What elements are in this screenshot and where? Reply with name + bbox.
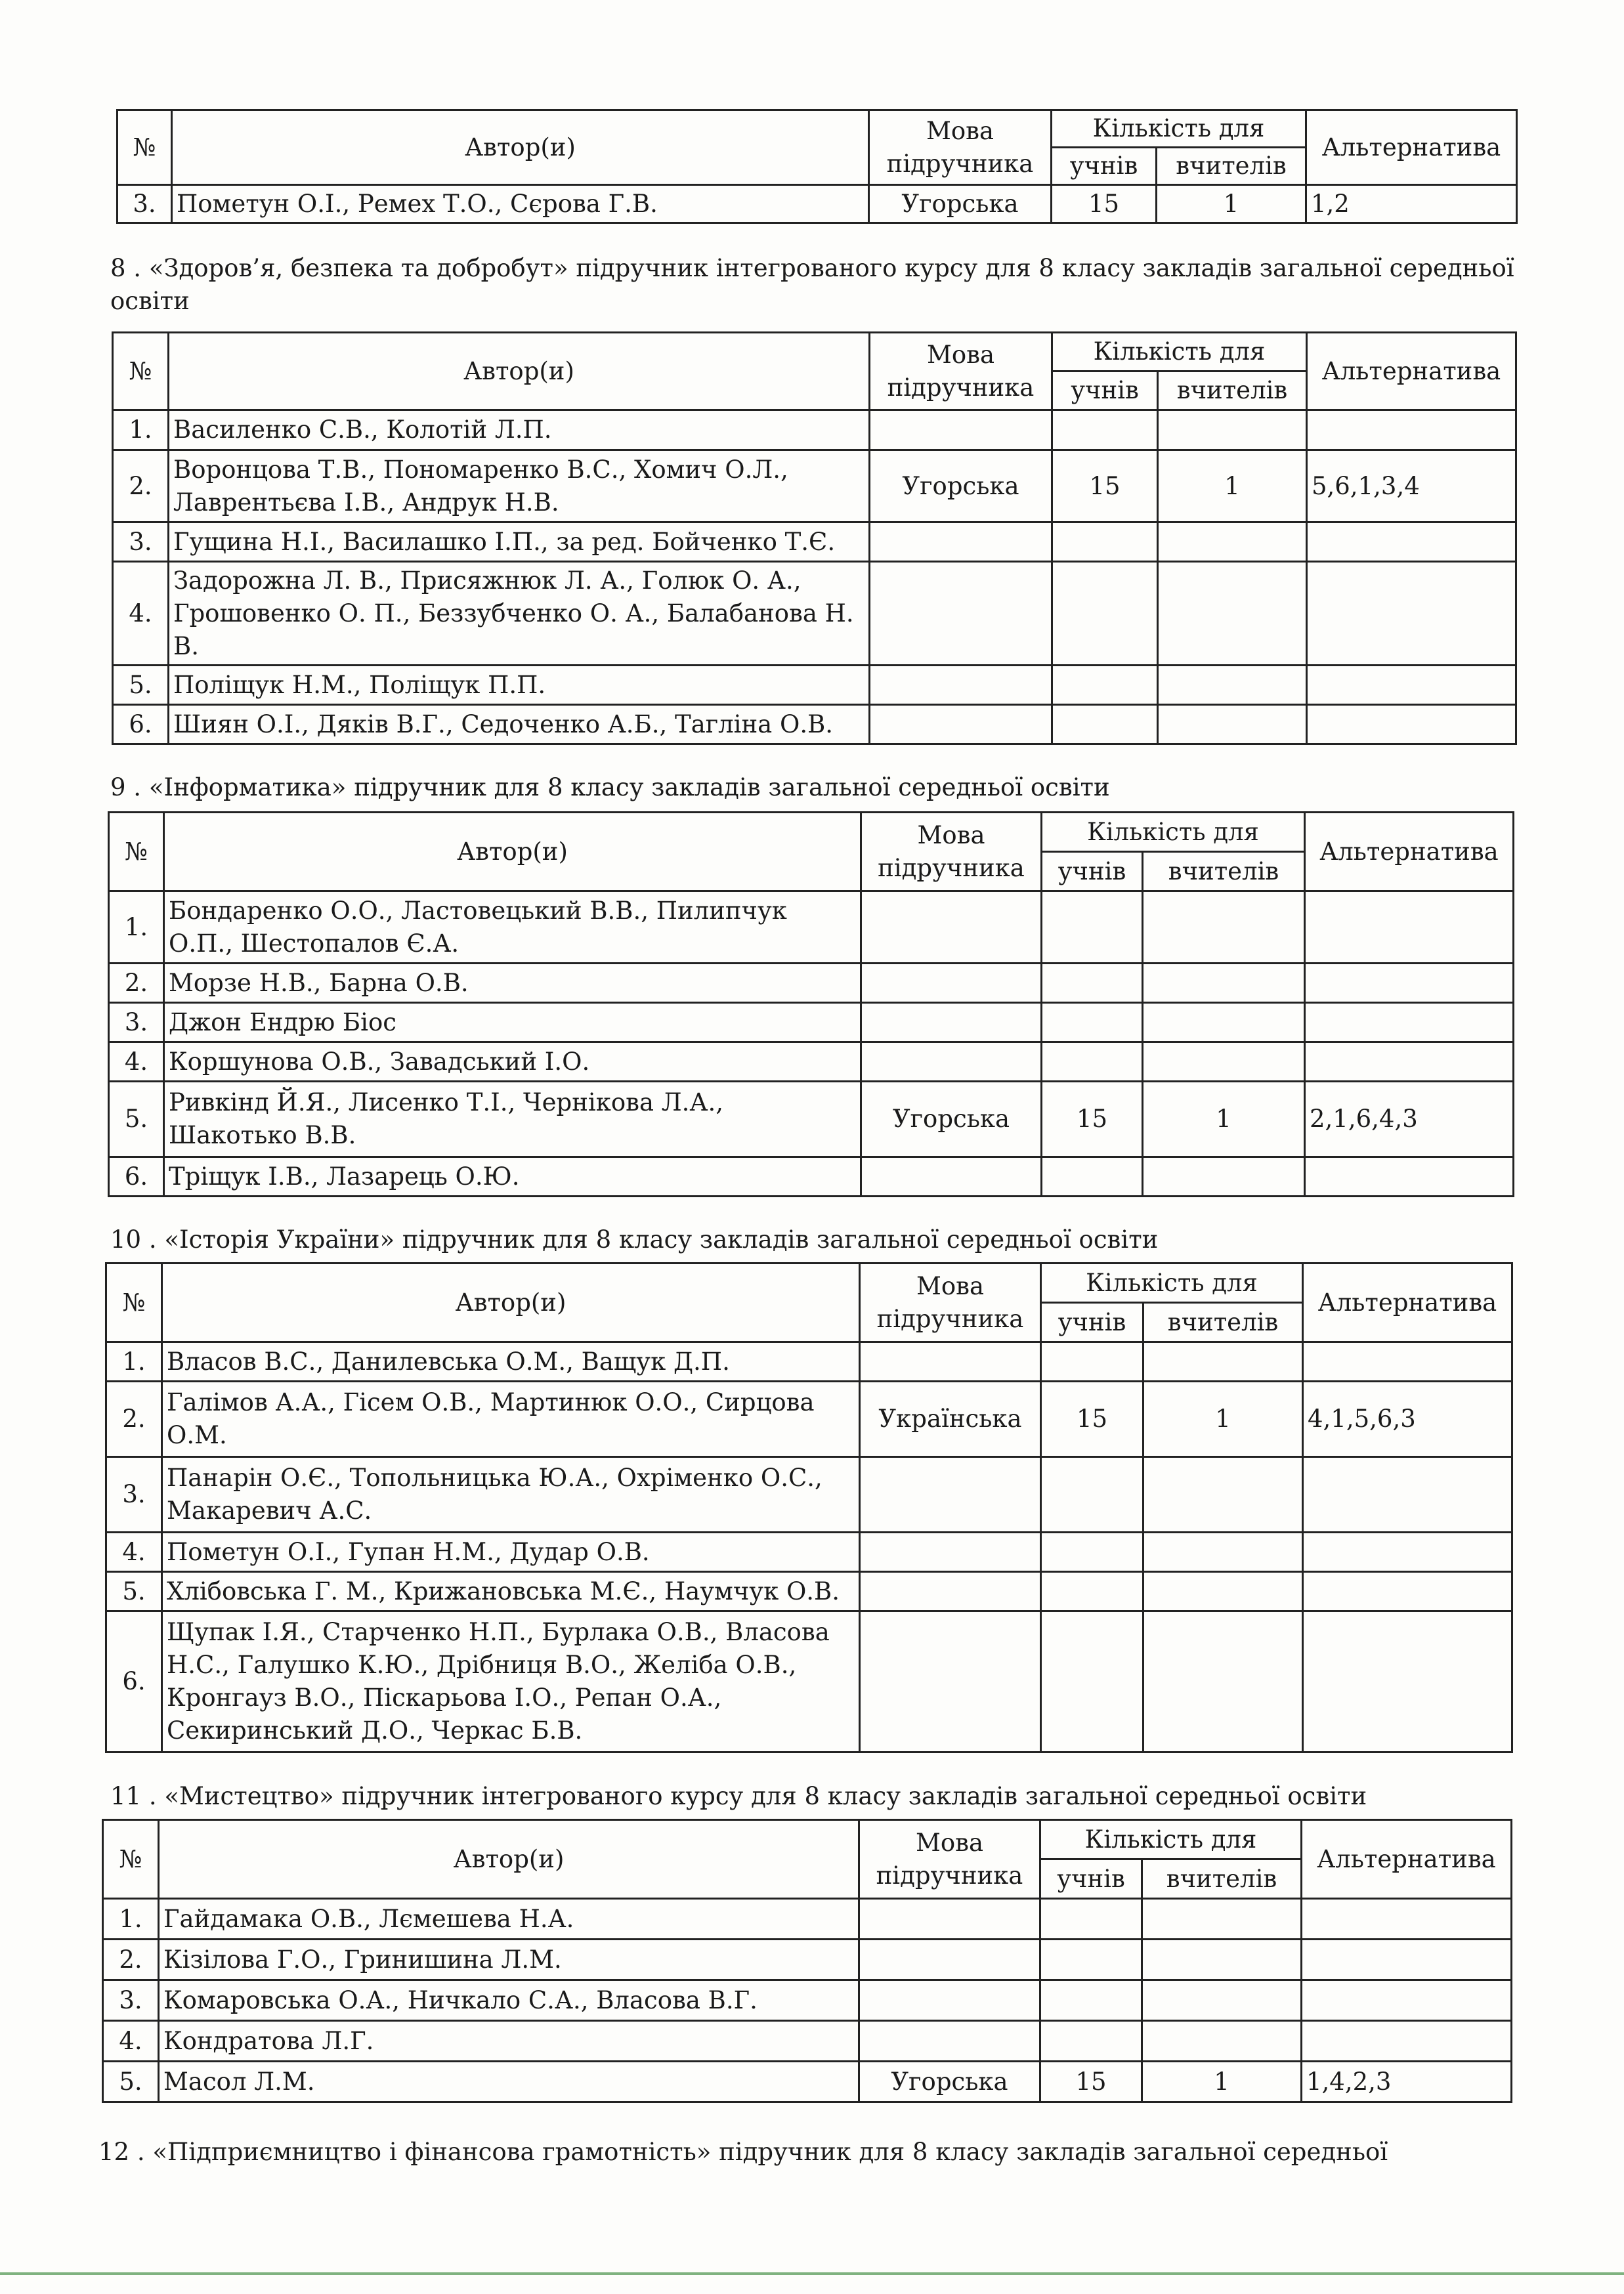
row-teachers — [1142, 1899, 1302, 1940]
row-teachers — [1143, 891, 1305, 964]
row-teachers — [1158, 705, 1307, 744]
row-students — [1042, 964, 1143, 1003]
row-language — [861, 1157, 1042, 1197]
row-alternative — [1303, 1533, 1512, 1572]
row-number: 3. — [118, 185, 172, 223]
row-authors: Галімов А.А., Гісем О.В., Мартинюк О.О., Сирцова О.М. — [162, 1382, 860, 1457]
row-number: 5. — [106, 1572, 162, 1611]
table-row — [113, 562, 1516, 666]
row-language — [870, 522, 1052, 562]
row-language: Українська — [860, 1382, 1041, 1457]
table-row — [109, 1042, 1514, 1082]
header-teachers: вчителів — [1142, 1859, 1302, 1899]
header-num: № — [118, 110, 172, 185]
row-authors: Морзе Н.В., Барна О.В. — [164, 964, 861, 1003]
row-students — [1041, 1342, 1143, 1382]
textbook-table-11 — [102, 1819, 1512, 2103]
table-row — [106, 1382, 1512, 1457]
row-authors: Воронцова Т.В., Пономаренко В.С., Хомич О.Л., Лаврентьєва І.В., Андрук Н.В. — [169, 450, 870, 522]
header-authors: Автор(и) — [169, 333, 870, 410]
row-authors: Бондаренко О.О., Ластовецький В.В., Пилипчук О.П., Шестопалов Є.А. — [164, 891, 861, 964]
row-number: 5. — [113, 666, 169, 705]
header-count: Кількість для — [1042, 813, 1305, 852]
row-number: 1. — [113, 410, 169, 450]
row-teachers — [1143, 1342, 1303, 1382]
row-alternative — [1302, 1940, 1512, 1980]
row-alternative: 4,1,5,6,3 — [1303, 1382, 1512, 1457]
row-students — [1052, 522, 1158, 562]
row-alternative — [1305, 964, 1514, 1003]
table-row — [103, 2021, 1512, 2062]
row-students — [1042, 1157, 1143, 1197]
row-students — [1040, 1899, 1142, 1940]
table-row — [118, 185, 1517, 223]
row-students — [1040, 1940, 1142, 1980]
header-authors: Автор(и) — [164, 813, 861, 891]
row-students — [1041, 1611, 1143, 1752]
table-row — [113, 522, 1516, 562]
row-language — [861, 1042, 1042, 1082]
row-students — [1042, 1003, 1143, 1042]
header-alternative: Альтернатива — [1305, 813, 1514, 891]
row-students — [1042, 1042, 1143, 1082]
row-language — [861, 1003, 1042, 1042]
row-students — [1040, 2021, 1142, 2062]
table-row — [103, 1940, 1512, 1980]
row-number: 3. — [113, 522, 169, 562]
header-students: учнів — [1042, 852, 1143, 891]
row-teachers — [1158, 410, 1307, 450]
row-number: 6. — [106, 1611, 162, 1752]
row-alternative — [1303, 1572, 1512, 1611]
row-number: 4. — [109, 1042, 164, 1082]
header-teachers: вчителів — [1143, 1303, 1303, 1342]
header-students: учнів — [1052, 148, 1157, 185]
row-alternative — [1303, 1342, 1512, 1382]
row-language — [870, 562, 1052, 666]
row-language — [870, 705, 1052, 744]
row-authors: Комаровська О.А., Ничкало С.А., Власова В.Г. — [159, 1980, 859, 2021]
table-row — [113, 450, 1516, 522]
header-students: учнів — [1052, 372, 1158, 410]
header-teachers: вчителів — [1158, 372, 1307, 410]
table-row — [109, 1157, 1514, 1197]
section-title-11: 11 . «Мистецтво» підручник інтегрованого курсу для 8 класу закладів загальної середньої освіти — [110, 1782, 1367, 1810]
row-number: 3. — [109, 1003, 164, 1042]
section-title-10: 10 . «Історія України» підручник для 8 класу закладів загальної середньої освіти — [110, 1225, 1159, 1254]
row-alternative — [1305, 891, 1514, 964]
table-row — [113, 410, 1516, 450]
table-row — [103, 1899, 1512, 1940]
row-alternative — [1307, 410, 1516, 450]
row-students — [1042, 891, 1143, 964]
textbook-table-8 — [112, 331, 1517, 745]
row-alternative — [1307, 562, 1516, 666]
table-row — [106, 1611, 1512, 1752]
header-language: Мова підручника — [859, 1820, 1040, 1899]
header-num: № — [103, 1820, 159, 1899]
row-alternative — [1305, 1157, 1514, 1197]
row-alternative — [1305, 1042, 1514, 1082]
row-language — [861, 964, 1042, 1003]
header-students: учнів — [1040, 1859, 1142, 1899]
row-teachers: 1 — [1143, 1082, 1305, 1157]
header-num: № — [113, 333, 169, 410]
table-row — [103, 2062, 1512, 2102]
row-language — [859, 1980, 1040, 2021]
table-row — [109, 1082, 1514, 1157]
row-language: Угорська — [869, 185, 1052, 223]
header-students: учнів — [1041, 1303, 1143, 1342]
table-row — [109, 1003, 1514, 1042]
row-teachers — [1143, 1611, 1303, 1752]
header-num: № — [109, 813, 164, 891]
table-row — [106, 1572, 1512, 1611]
row-language — [860, 1342, 1041, 1382]
row-alternative — [1302, 2021, 1512, 2062]
row-authors: Кондратова Л.Г. — [159, 2021, 859, 2062]
row-teachers — [1143, 1572, 1303, 1611]
row-authors: Коршунова О.В., Завадський І.О. — [164, 1042, 861, 1082]
table-row — [106, 1457, 1512, 1533]
row-authors: Шиян О.І., Дяків В.Г., Седоченко А.Б., Тагліна О.В. — [169, 705, 870, 744]
header-teachers: вчителів — [1143, 852, 1305, 891]
row-number: 4. — [113, 562, 169, 666]
row-students: 15 — [1040, 2062, 1142, 2102]
row-students — [1040, 1980, 1142, 2021]
table-row — [106, 1533, 1512, 1572]
row-authors: Гущина Н.І., Василашко І.П., за ред. Бойченко Т.Є. — [169, 522, 870, 562]
row-language: Угорська — [861, 1082, 1042, 1157]
row-authors: Пометун О.І., Ремех Т.О., Сєрова Г.В. — [172, 185, 869, 223]
row-alternative — [1303, 1611, 1512, 1752]
row-number: 2. — [106, 1382, 162, 1457]
row-authors: Масол Л.М. — [159, 2062, 859, 2102]
header-teachers: вчителів — [1157, 148, 1306, 185]
row-teachers — [1142, 2021, 1302, 2062]
row-teachers — [1142, 1980, 1302, 2021]
row-students — [1041, 1572, 1143, 1611]
row-number: 5. — [103, 2062, 159, 2102]
row-authors: Власов В.С., Данилевська О.М., Ващук Д.П. — [162, 1342, 860, 1382]
row-alternative — [1307, 705, 1516, 744]
section-title-8: 8 . «Здоров’я, безпека та добробут» підручник інтегрованого курсу для 8 класу закладів загальної середньої освіти — [110, 254, 1514, 315]
row-language: Угорська — [859, 2062, 1040, 2102]
header-alternative: Альтернатива — [1306, 110, 1517, 185]
row-authors: Кізілова Г.О., Гринишина Л.М. — [159, 1940, 859, 1980]
row-alternative — [1302, 1899, 1512, 1940]
row-authors: Ривкінд Й.Я., Лисенко Т.І., Чернікова Л.А., Шакотько В.В. — [164, 1082, 861, 1157]
row-number: 5. — [109, 1082, 164, 1157]
row-teachers — [1158, 666, 1307, 705]
header-num: № — [106, 1264, 162, 1342]
row-alternative — [1307, 666, 1516, 705]
row-students — [1052, 705, 1158, 744]
row-language — [860, 1533, 1041, 1572]
row-number: 2. — [109, 964, 164, 1003]
row-authors: Гайдамака О.В., Лємешева Н.А. — [159, 1899, 859, 1940]
row-authors: Пометун О.І., Гупан Н.М., Дудар О.В. — [162, 1533, 860, 1572]
row-language — [859, 1940, 1040, 1980]
row-authors: Тріщук І.В., Лазарець О.Ю. — [164, 1157, 861, 1197]
textbook-table-continuation — [116, 109, 1518, 224]
section-title-9: 9 . «Інформатика» підручник для 8 класу закладів загальної середньої освіти — [110, 773, 1110, 801]
row-students: 15 — [1041, 1382, 1143, 1457]
header-alternative: Альтернатива — [1302, 1820, 1512, 1899]
row-students: 15 — [1042, 1082, 1143, 1157]
row-alternative: 5,6,1,3,4 — [1307, 450, 1516, 522]
table-row — [103, 1980, 1512, 2021]
row-teachers — [1143, 1157, 1305, 1197]
row-number: 3. — [106, 1457, 162, 1533]
row-authors: Задорожна Л. В., Присяжнюк Л. А., Голюк О. А., Грошовенко О. П., Беззубченко О. А., Балабанова Н. В. — [169, 562, 870, 666]
header-language: Мова підручника — [870, 333, 1052, 410]
section-title-12: 12 . «Підприємництво і фінансова грамотність» підручник для 8 класу закладів загальної середньої — [98, 2138, 1388, 2166]
header-count: Кількість для — [1052, 333, 1307, 372]
header-language: Мова підручника — [861, 813, 1042, 891]
row-teachers — [1143, 1457, 1303, 1533]
row-alternative: 2,1,6,4,3 — [1305, 1082, 1514, 1157]
table-row — [113, 666, 1516, 705]
row-language: Угорська — [870, 450, 1052, 522]
row-teachers — [1143, 964, 1305, 1003]
row-students — [1052, 666, 1158, 705]
table-row — [106, 1342, 1512, 1382]
row-authors: Панарін О.Є., Топольницька Ю.А., Охріменко О.С., Макаревич А.С. — [162, 1457, 860, 1533]
row-number: 1. — [103, 1899, 159, 1940]
header-alternative: Альтернатива — [1307, 333, 1516, 410]
row-teachers — [1158, 562, 1307, 666]
row-teachers — [1158, 522, 1307, 562]
row-number: 1. — [109, 891, 164, 964]
row-authors: Хлібовська Г. М., Крижановська М.Є., Наумчук О.В. — [162, 1572, 860, 1611]
row-teachers: 1 — [1142, 2062, 1302, 2102]
row-authors: Поліщук Н.М., Поліщук П.П. — [169, 666, 870, 705]
table-row — [109, 891, 1514, 964]
row-number: 6. — [109, 1157, 164, 1197]
row-teachers — [1143, 1042, 1305, 1082]
row-number: 4. — [106, 1533, 162, 1572]
row-language — [860, 1611, 1041, 1752]
row-language — [870, 410, 1052, 450]
row-alternative — [1307, 522, 1516, 562]
header-authors: Автор(и) — [172, 110, 869, 185]
header-authors: Автор(и) — [162, 1264, 860, 1342]
row-language — [859, 1899, 1040, 1940]
row-students — [1052, 562, 1158, 666]
row-students: 15 — [1052, 185, 1157, 223]
row-number: 2. — [113, 450, 169, 522]
header-language: Мова підручника — [860, 1264, 1041, 1342]
row-students — [1052, 410, 1158, 450]
row-alternative: 1,2 — [1306, 185, 1517, 223]
row-authors: Василенко С.В., Колотій Л.П. — [169, 410, 870, 450]
row-teachers — [1143, 1003, 1305, 1042]
row-authors: Джон Ендрю Біос — [164, 1003, 861, 1042]
row-authors: Щупак І.Я., Старченко Н.П., Бурлака О.В., Власова Н.С., Галушко К.Ю., Дрібниця В.О., Желіба О.В., Кронгауз В.О., Піскарьова І.О., Репан О.А., Секиринський Д.О., Черкас Б.В. — [162, 1611, 860, 1752]
row-teachers: 1 — [1158, 450, 1307, 522]
row-number: 1. — [106, 1342, 162, 1382]
row-students — [1041, 1533, 1143, 1572]
row-number: 6. — [113, 705, 169, 744]
table-row — [109, 964, 1514, 1003]
row-language — [859, 2021, 1040, 2062]
header-count: Кількість для — [1041, 1264, 1303, 1303]
row-number: 4. — [103, 2021, 159, 2062]
row-teachers — [1143, 1533, 1303, 1572]
row-teachers: 1 — [1143, 1382, 1303, 1457]
table-row — [113, 705, 1516, 744]
header-count: Кількість для — [1040, 1820, 1302, 1859]
row-number: 2. — [103, 1940, 159, 1980]
row-language — [861, 891, 1042, 964]
textbook-table-10 — [105, 1262, 1513, 1753]
row-language — [860, 1457, 1041, 1533]
row-alternative: 1,4,2,3 — [1302, 2062, 1512, 2102]
row-alternative — [1302, 1980, 1512, 2021]
row-alternative — [1305, 1003, 1514, 1042]
header-alternative: Альтернатива — [1303, 1264, 1512, 1342]
header-count: Кількість для — [1052, 110, 1306, 148]
row-teachers — [1142, 1940, 1302, 1980]
row-alternative — [1303, 1457, 1512, 1533]
row-language — [860, 1572, 1041, 1611]
textbook-table-9 — [108, 811, 1514, 1197]
header-language: Мова підручника — [869, 110, 1052, 185]
row-number: 3. — [103, 1980, 159, 2021]
page-bottom-line — [0, 2272, 1624, 2275]
row-students — [1041, 1457, 1143, 1533]
header-authors: Автор(и) — [159, 1820, 859, 1899]
row-language — [870, 666, 1052, 705]
row-teachers: 1 — [1157, 185, 1306, 223]
row-students: 15 — [1052, 450, 1158, 522]
